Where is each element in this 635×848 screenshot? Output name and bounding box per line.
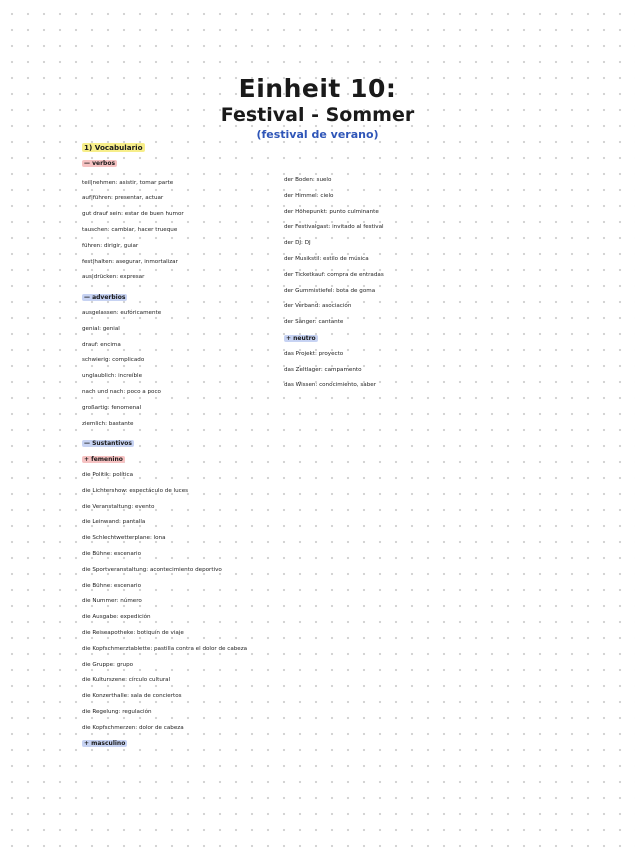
list-item: drauf: encima	[82, 341, 121, 348]
list-item: aus|drücken: expresar	[82, 274, 145, 281]
section-heading-adverbs: — adverbios	[84, 294, 126, 302]
list-item: die Nummer: número	[82, 598, 142, 605]
list-item: auf|führen: presentar, actuar	[82, 195, 164, 202]
page-subtitle: Festival - Sommer	[220, 104, 415, 126]
list-item: die Reiseapotheke: botiquín de viaje	[82, 629, 184, 636]
list-item: großartig: fenomenal	[82, 404, 142, 411]
list-item: die Sportveranstaltung: acontecimiento deportivo	[82, 566, 222, 573]
list-item: der Verband: asociación	[284, 303, 352, 310]
page-title: Einheit 10:	[238, 74, 397, 103]
list-item: die Bühne: escenario	[82, 550, 142, 557]
list-item: die Veranstaltung: evento	[82, 503, 155, 510]
list-item: das Projekt: proyecto	[284, 350, 344, 357]
list-item: die Schlechtwetterplane: lona	[82, 535, 166, 542]
list-item: ausgelassen: eufóricamente	[82, 309, 162, 316]
title-block	[0, 74, 635, 142]
list-item: der Festivalgast: invitado al festival	[284, 224, 384, 231]
list-item: der DJ: DJ	[284, 240, 311, 247]
list-item: das Zeltlager: campamento	[284, 366, 362, 373]
list-item: ziemlich: bastante	[82, 420, 134, 427]
list-item: der Boden: suelo	[284, 177, 332, 183]
list-item: unglaublich: increíble	[82, 373, 143, 380]
list-item: der Musikstil: estilo de música	[284, 255, 369, 262]
list-item: die Konzerthalle: sala de conciertos	[82, 693, 182, 700]
list-item: die Regelung: regulación	[82, 708, 152, 715]
left-column	[82, 140, 312, 752]
list-item: tauschen: cambiar, hacer trueque	[82, 226, 178, 233]
list-item: schwierig: complicado	[82, 357, 145, 364]
list-item: die Politik: política	[82, 471, 134, 478]
section-heading-neutral: + neutro	[286, 334, 316, 342]
list-item: genial: genial	[82, 325, 120, 332]
list-item: die Lichtershow: espectáculo de luces	[82, 487, 189, 494]
section-heading-vocab: 1) Vocabulario	[84, 143, 143, 152]
list-item: führen: dirigir, guiar	[82, 242, 139, 249]
list-item: der Gummistiefel: bota de goma	[284, 287, 376, 294]
section-heading-masculine: + masculino	[84, 740, 126, 748]
subtitle-translation: (festival de verano)	[256, 128, 379, 141]
list-item: der Sänger: cantante	[284, 319, 344, 326]
list-item: die Leinwand: pantalla	[82, 519, 146, 526]
list-item: teil|nehmen: asistir, tomar parte	[82, 179, 174, 186]
list-item: gut drauf sein: estar de buen humor	[82, 211, 184, 218]
list-item: die Kopfschmerzen: dolor de cabeza	[82, 724, 184, 731]
section-heading-feminine: + femenino	[84, 456, 123, 464]
list-item: die Gruppe: grupo	[82, 661, 134, 668]
list-item: nach und nach: poco a poco	[82, 388, 161, 395]
list-item: das Wissen: conocimiento, saber	[284, 382, 377, 389]
right-column	[284, 173, 494, 394]
list-item: die Bühne: escenario	[82, 582, 142, 589]
list-item: der Himmel: cielo	[284, 192, 334, 199]
list-item: fest|halten: asegurar, inmortalizar	[82, 258, 178, 265]
section-heading-nouns: — Sustantivos	[84, 440, 132, 448]
section-heading-verbs: — verbos	[84, 159, 116, 167]
list-item: die Kopfschmerztablette: pastilla contra el dolor de cabeza	[82, 645, 248, 652]
list-item: die Kulturszene: círculo cultural	[82, 677, 171, 684]
list-item: die Ausgabe: expedición	[82, 614, 151, 621]
list-item: der Ticketkauf: compra de entradas	[284, 271, 384, 278]
list-item: der Höhepunkt: punto culminante	[284, 208, 379, 215]
